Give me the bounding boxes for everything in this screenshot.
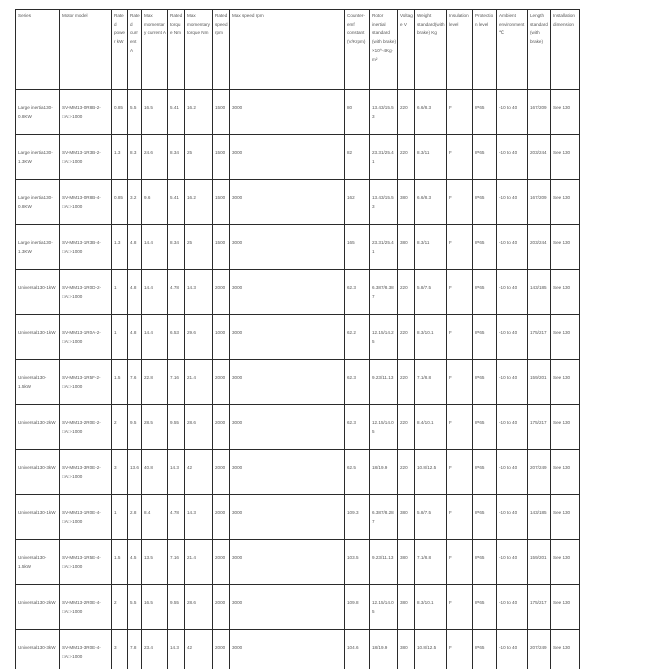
table-cell: 4.8 <box>128 315 142 360</box>
table-cell: Universal130-1.5kW <box>16 540 60 585</box>
table-cell: 3000 <box>230 315 345 360</box>
table-cell: 2000 <box>213 495 230 540</box>
table-row <box>16 630 580 669</box>
table-cell: 10.8/12.5 <box>415 450 447 495</box>
table-cell: 9.55 <box>168 585 185 630</box>
table-cell: 8.3/11 <box>415 135 447 180</box>
table-body <box>16 90 580 669</box>
table-cell: -10 to 40 <box>497 540 528 585</box>
table-cell: SV-MM13-3R0E-2-□A□-1000 <box>60 450 112 495</box>
table-cell: 23.31/25.41 <box>370 135 398 180</box>
table-cell: 8.3/10.1 <box>415 315 447 360</box>
table-cell: IP65 <box>473 405 497 450</box>
table-cell: 380 <box>398 225 415 270</box>
table-cell: 203/244 <box>528 225 551 270</box>
table-cell: Large inertia130-1.3KW <box>16 135 60 180</box>
table-cell: 12.15/14.25 <box>370 315 398 360</box>
table-cell: 7.16 <box>168 360 185 405</box>
table-cell: 1 <box>112 270 128 315</box>
table-cell: 207/249 <box>528 630 551 669</box>
table-cell: F <box>447 630 473 669</box>
table-cell: 7.8 <box>128 630 142 669</box>
motor-spec-table <box>15 9 580 669</box>
table-cell: 21.4 <box>185 540 213 585</box>
table-cell: 175/217 <box>528 315 551 360</box>
table-cell: F <box>447 360 473 405</box>
table-cell: F <box>447 495 473 540</box>
table-cell: SV-MM13-1R3B-2-□A□-1000 <box>60 135 112 180</box>
table-cell: 3.2 <box>128 180 142 225</box>
table-cell: See 130 <box>551 90 580 135</box>
table-cell: -10 to 40 <box>497 630 528 669</box>
table-cell: 1500 <box>213 90 230 135</box>
table-cell: 109.3 <box>345 495 370 540</box>
table-cell: 25 <box>185 135 213 180</box>
table-cell: 14.3 <box>185 495 213 540</box>
table-cell: 143/185 <box>528 270 551 315</box>
column-header: Rotor inertial standard (with brake) ×10^-4Kg·m² <box>370 10 398 90</box>
table-cell: IP65 <box>473 135 497 180</box>
table-cell: 5.8/7.5 <box>415 270 447 315</box>
table-cell: 1500 <box>213 225 230 270</box>
table-row <box>16 360 580 405</box>
table-cell: Universal130-1.5kW <box>16 360 60 405</box>
table-cell: 207/249 <box>528 450 551 495</box>
table-cell: See 130 <box>551 270 580 315</box>
table-cell: -10 to 40 <box>497 180 528 225</box>
table-cell: Universal130-1kW <box>16 270 60 315</box>
table-cell: F <box>447 585 473 630</box>
table-cell: 12.15/14.05 <box>370 585 398 630</box>
table-cell: -10 to 40 <box>497 135 528 180</box>
table-cell: 62.2 <box>345 315 370 360</box>
table-cell: 220 <box>398 450 415 495</box>
table-cell: See 130 <box>551 585 580 630</box>
column-header: Max momentary torque Nm <box>185 10 213 90</box>
table-row <box>16 495 580 540</box>
table-cell: 220 <box>398 315 415 360</box>
table-cell: 2000 <box>213 450 230 495</box>
table-cell: 22.8 <box>142 360 168 405</box>
table-cell: 28.6 <box>185 585 213 630</box>
table-cell: IP65 <box>473 270 497 315</box>
table-cell: 1.3 <box>112 135 128 180</box>
table-cell: 21.4 <box>185 360 213 405</box>
table-cell: -10 to 40 <box>497 450 528 495</box>
table-cell: 143/185 <box>528 495 551 540</box>
table-cell: See 130 <box>551 360 580 405</box>
table-cell: 12.15/14.05 <box>370 405 398 450</box>
table-row <box>16 450 580 495</box>
table-cell: IP65 <box>473 90 497 135</box>
table-cell: 13.5 <box>142 540 168 585</box>
table-cell: 3000 <box>230 270 345 315</box>
table-cell: 5.5 <box>128 90 142 135</box>
table-cell: 9.23/11.13 <box>370 540 398 585</box>
table-cell: 23.4 <box>142 630 168 669</box>
table-cell: 3000 <box>230 90 345 135</box>
table-row <box>16 585 580 630</box>
table-cell: 1.5 <box>112 360 128 405</box>
table-cell: -10 to 40 <box>497 90 528 135</box>
table-cell: 8.34 <box>168 225 185 270</box>
table-cell: 8.4 <box>142 495 168 540</box>
table-row <box>16 315 580 360</box>
table-cell: 1000 <box>213 315 230 360</box>
table-cell: 13.43/15.53 <box>370 180 398 225</box>
table-cell: 1500 <box>213 180 230 225</box>
table-cell: 4.78 <box>168 495 185 540</box>
header-row <box>16 10 580 90</box>
table-cell: 5.5 <box>128 585 142 630</box>
table-cell: 3000 <box>230 450 345 495</box>
table-cell: Large inertia130-0.8KW <box>16 90 60 135</box>
table-cell: 14.4 <box>142 315 168 360</box>
table-cell: 6.53 <box>168 315 185 360</box>
table-cell: 203/244 <box>528 135 551 180</box>
table-cell: 8.3/11 <box>415 225 447 270</box>
table-cell: SV-MM13-1R0A-2-□A□-1000 <box>60 315 112 360</box>
table-cell: 9.23/11.13 <box>370 360 398 405</box>
table-cell: See 130 <box>551 630 580 669</box>
table-cell: 16.5 <box>142 585 168 630</box>
table-cell: 3000 <box>230 585 345 630</box>
table-cell: 9.5 <box>128 405 142 450</box>
table-cell: 5.41 <box>168 180 185 225</box>
table-cell: Universal130-3kW <box>16 450 60 495</box>
table-cell: 80 <box>345 90 370 135</box>
table-cell: 23.31/25.41 <box>370 225 398 270</box>
table-cell: See 130 <box>551 450 580 495</box>
table-cell: 14.3 <box>185 270 213 315</box>
table-cell: 1.5 <box>112 540 128 585</box>
table-row <box>16 180 580 225</box>
table-cell: SV-MM13-0R8B-2-□A□-1000 <box>60 90 112 135</box>
table-cell: 6.6/8.3 <box>415 180 447 225</box>
table-cell: Large inertia130-1.3KW <box>16 225 60 270</box>
table-cell: 4.5 <box>128 540 142 585</box>
table-cell: Universal130-2kW <box>16 405 60 450</box>
table-cell: 82 <box>345 135 370 180</box>
table-cell: 220 <box>398 135 415 180</box>
table-cell: 3000 <box>230 135 345 180</box>
table-cell: 14.3 <box>168 450 185 495</box>
table-cell: SV-MM13-2R0E-2-□A□-1000 <box>60 405 112 450</box>
table-cell: 62.3 <box>345 360 370 405</box>
table-cell: SV-MM13-1R3B-4-□A□-1000 <box>60 225 112 270</box>
table-cell: 167/209 <box>528 180 551 225</box>
table-cell: 220 <box>398 360 415 405</box>
table-cell: 24.6 <box>142 135 168 180</box>
table-cell: 7.1/8.8 <box>415 540 447 585</box>
table-cell: 3000 <box>230 360 345 405</box>
table-cell: Universal130-3kW <box>16 630 60 669</box>
table-cell: 14.4 <box>142 225 168 270</box>
table-cell: -10 to 40 <box>497 225 528 270</box>
table-cell: 0.85 <box>112 180 128 225</box>
table-cell: 14.3 <box>168 630 185 669</box>
column-header: Rated speed rpm <box>213 10 230 90</box>
table-cell: F <box>447 180 473 225</box>
table-cell: 103.5 <box>345 540 370 585</box>
table-cell: Universal130-2kW <box>16 585 60 630</box>
table-cell: -10 to 40 <box>497 585 528 630</box>
column-header: Series <box>16 10 60 90</box>
table-cell: Universal130-1kW <box>16 315 60 360</box>
table-cell: 13.43/15.53 <box>370 90 398 135</box>
table-cell: 6.387/8.387 <box>370 270 398 315</box>
table-cell: IP65 <box>473 495 497 540</box>
table-cell: 2000 <box>213 405 230 450</box>
table-cell: SV-MM13-1R0D-2-□A□-1000 <box>60 270 112 315</box>
table-cell: 40.8 <box>142 450 168 495</box>
table-cell: 8.3/10.1 <box>415 585 447 630</box>
table-cell: See 130 <box>551 135 580 180</box>
table-cell: See 130 <box>551 315 580 360</box>
table-cell: 3000 <box>230 225 345 270</box>
table-cell: F <box>447 540 473 585</box>
table-cell: 6.387/8.287 <box>370 495 398 540</box>
table-cell: IP65 <box>473 450 497 495</box>
table-cell: F <box>447 270 473 315</box>
table-cell: F <box>447 405 473 450</box>
table-cell: Universal130-1kW <box>16 495 60 540</box>
table-cell: 1 <box>112 495 128 540</box>
table-cell: SV-MM13-0R8B-4-□A□-1000 <box>60 180 112 225</box>
table-cell: IP65 <box>473 180 497 225</box>
table-cell: 159/201 <box>528 360 551 405</box>
table-row <box>16 405 580 450</box>
table-cell: F <box>447 90 473 135</box>
table-cell: 6.6/8.3 <box>415 90 447 135</box>
table-cell: 5.41 <box>168 90 185 135</box>
column-header: Motor model <box>60 10 112 90</box>
table-cell: IP65 <box>473 630 497 669</box>
table-cell: 380 <box>398 180 415 225</box>
table-cell: Large inertia130-0.8KW <box>16 180 60 225</box>
table-cell: 2000 <box>213 630 230 669</box>
table-cell: 380 <box>398 540 415 585</box>
table-cell: 104.6 <box>345 630 370 669</box>
table-cell: -10 to 40 <box>497 270 528 315</box>
table-cell: 62.5 <box>345 450 370 495</box>
table-cell: 13.6 <box>128 450 142 495</box>
table-cell: SV-MM13-1R0E-4-□A□-1000 <box>60 495 112 540</box>
table-row <box>16 225 580 270</box>
table-cell: 3000 <box>230 180 345 225</box>
table-cell: 16.5 <box>142 90 168 135</box>
table-cell: 42 <box>185 450 213 495</box>
table-cell: 220 <box>398 405 415 450</box>
table-cell: SV-MM13-1R5F-2-□A□-1000 <box>60 360 112 405</box>
table-cell: 5.8/7.5 <box>415 495 447 540</box>
table-cell: See 130 <box>551 225 580 270</box>
column-header: Rated torque Nm <box>168 10 185 90</box>
table-cell: 159/201 <box>528 540 551 585</box>
table-cell: 42 <box>185 630 213 669</box>
table-cell: -10 to 40 <box>497 315 528 360</box>
table-cell: 165 <box>345 225 370 270</box>
table-cell: 7.1/8.8 <box>415 360 447 405</box>
table-cell: 7.6 <box>128 360 142 405</box>
table-cell: 220 <box>398 90 415 135</box>
table-cell: 2 <box>112 405 128 450</box>
table-cell: 4.78 <box>168 270 185 315</box>
table-row <box>16 540 580 585</box>
table-cell: 2000 <box>213 270 230 315</box>
table-row <box>16 270 580 315</box>
table-cell: See 130 <box>551 540 580 585</box>
table-cell: 175/217 <box>528 585 551 630</box>
table-cell: 9.6 <box>142 180 168 225</box>
table-cell: 62.3 <box>345 270 370 315</box>
table-cell: 380 <box>398 495 415 540</box>
table-cell: 18/19.9 <box>370 450 398 495</box>
table-cell: IP65 <box>473 315 497 360</box>
table-cell: 62.3 <box>345 405 370 450</box>
table-cell: 380 <box>398 630 415 669</box>
table-cell: See 130 <box>551 495 580 540</box>
column-header: Rated power kW <box>112 10 128 90</box>
table-row <box>16 135 580 180</box>
table-row <box>16 90 580 135</box>
table-cell: 1 <box>112 315 128 360</box>
table-cell: 1500 <box>213 135 230 180</box>
column-header: Counter-emf constant (V/Krpm) <box>345 10 370 90</box>
table-cell: 380 <box>398 585 415 630</box>
table-cell: IP65 <box>473 360 497 405</box>
table-cell: 167/209 <box>528 90 551 135</box>
table-cell: IP65 <box>473 585 497 630</box>
table-cell: 2000 <box>213 540 230 585</box>
table-cell: 1.3 <box>112 225 128 270</box>
table-cell: -10 to 40 <box>497 360 528 405</box>
table-cell: 10.8/12.5 <box>415 630 447 669</box>
table-cell: 3000 <box>230 495 345 540</box>
column-header: Max momentary current A <box>142 10 168 90</box>
table-cell: 3000 <box>230 405 345 450</box>
table-cell: F <box>447 225 473 270</box>
table-cell: 28.5 <box>142 405 168 450</box>
column-header: Voltage V <box>398 10 415 90</box>
table-cell: F <box>447 135 473 180</box>
table-cell: 2000 <box>213 585 230 630</box>
table-cell: 9.55 <box>168 405 185 450</box>
table-cell: 28.6 <box>185 405 213 450</box>
table-cell: 3 <box>112 450 128 495</box>
table-cell: 3000 <box>230 630 345 669</box>
table-cell: SV-MM13-3R0E-4-□A□-1000 <box>60 630 112 669</box>
table-cell: 109.8 <box>345 585 370 630</box>
table-cell: 3 <box>112 630 128 669</box>
table-cell: -10 to 40 <box>497 495 528 540</box>
table-cell: 2 <box>112 585 128 630</box>
table-cell: 29.6 <box>185 315 213 360</box>
table-cell: F <box>447 315 473 360</box>
table-cell: 16.2 <box>185 90 213 135</box>
table-cell: 0.85 <box>112 90 128 135</box>
table-cell: 162 <box>345 180 370 225</box>
table-cell: 18/19.9 <box>370 630 398 669</box>
column-header: Installation dimension <box>551 10 580 90</box>
table-cell: See 130 <box>551 180 580 225</box>
column-header: Insulation level <box>447 10 473 90</box>
table-cell: 2000 <box>213 360 230 405</box>
table-cell: SV-MM13-1R5E-4-□A□-1000 <box>60 540 112 585</box>
table-cell: 16.2 <box>185 180 213 225</box>
table-cell: SV-MM13-2R0E-4-□A□-1000 <box>60 585 112 630</box>
table-cell: 4.8 <box>128 270 142 315</box>
column-header: Ambient environment ℃ <box>497 10 528 90</box>
column-header: Protection level <box>473 10 497 90</box>
table-cell: 4.8 <box>128 225 142 270</box>
table-cell: See 130 <box>551 405 580 450</box>
table-cell: IP65 <box>473 540 497 585</box>
table-cell: 2.8 <box>128 495 142 540</box>
table-cell: 8.34 <box>168 135 185 180</box>
table-cell: 14.4 <box>142 270 168 315</box>
table-cell: 7.16 <box>168 540 185 585</box>
table-cell: IP65 <box>473 225 497 270</box>
table-cell: 220 <box>398 270 415 315</box>
column-header: Length standard (with brake) <box>528 10 551 90</box>
table-cell: F <box>447 450 473 495</box>
table-cell: 8.3 <box>128 135 142 180</box>
column-header: Rated current A <box>128 10 142 90</box>
table-cell: -10 to 40 <box>497 405 528 450</box>
table-cell: 25 <box>185 225 213 270</box>
table-cell: 175/217 <box>528 405 551 450</box>
table-cell: 3000 <box>230 540 345 585</box>
table-cell: 8.4/10.1 <box>415 405 447 450</box>
column-header: Weight standard(with brake) Kg <box>415 10 447 90</box>
column-header: Max speed rpm <box>230 10 345 90</box>
